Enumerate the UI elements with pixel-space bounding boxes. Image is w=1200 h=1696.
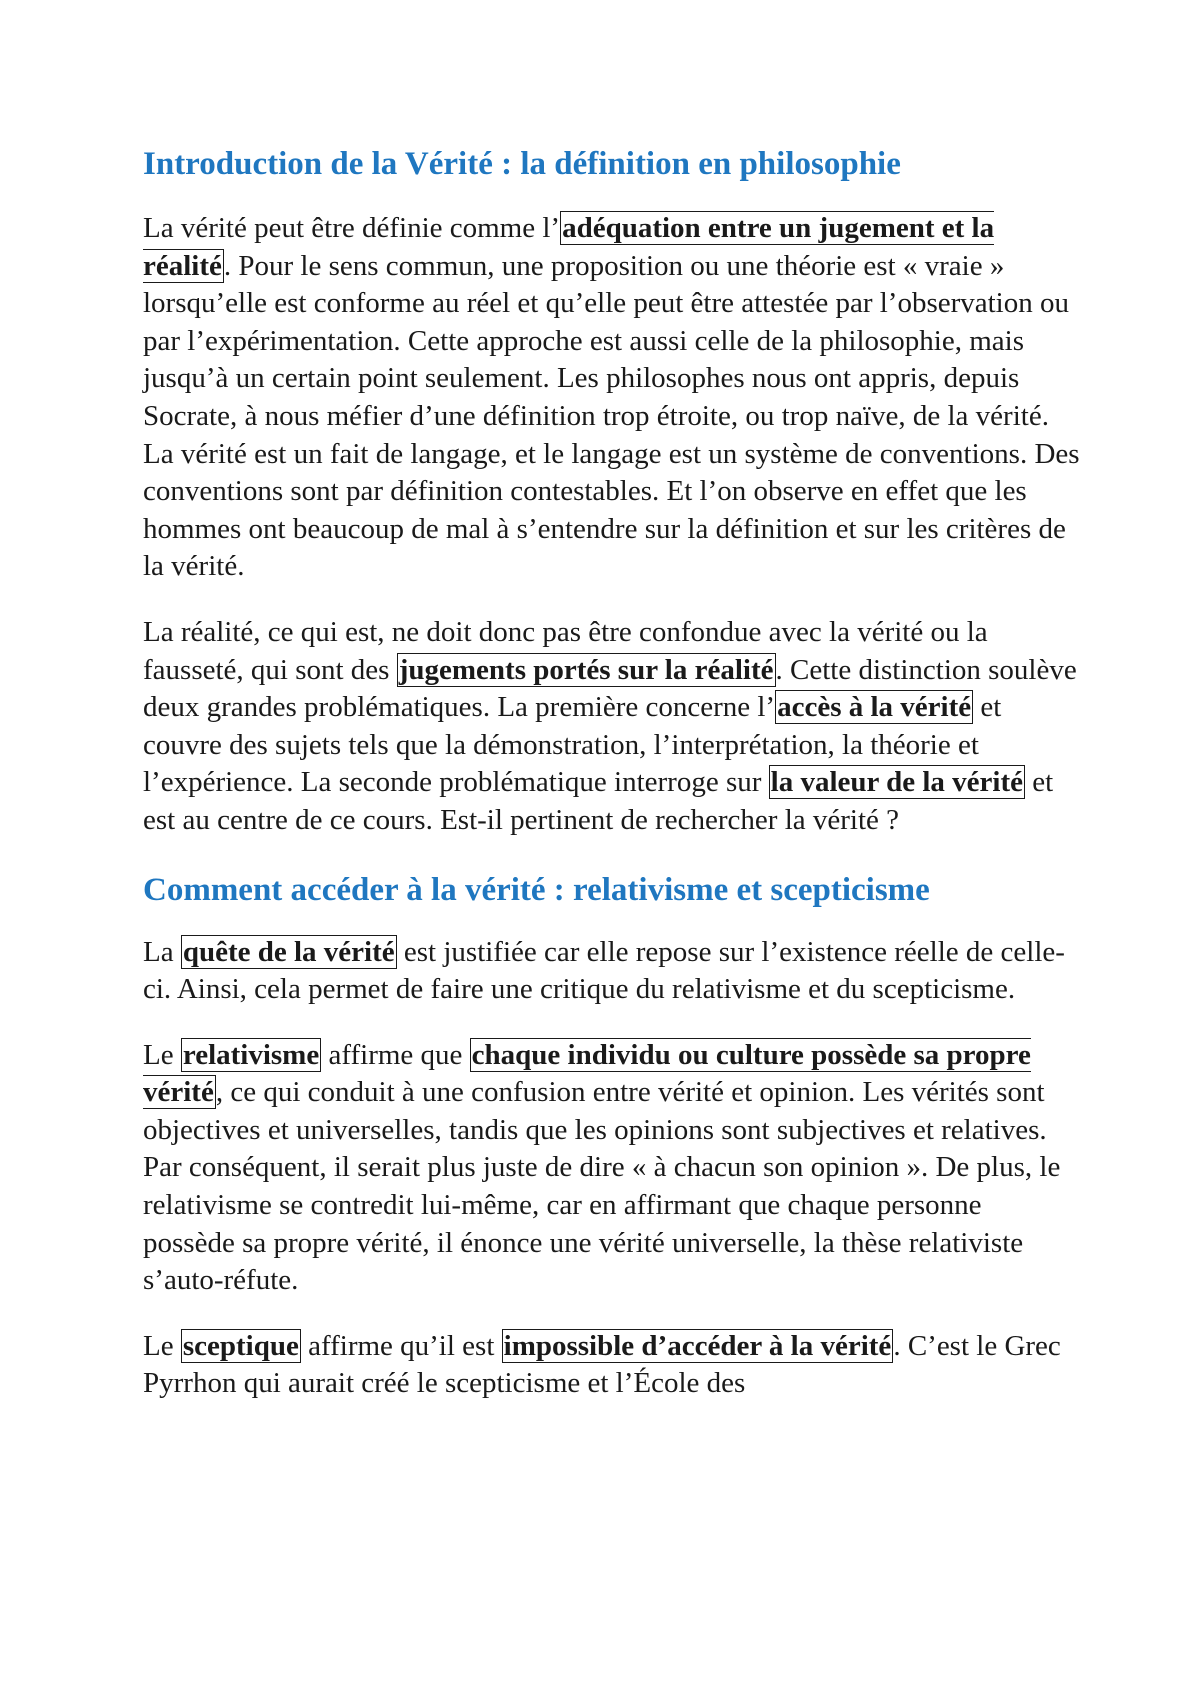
text-run: et couvre des sujets tels que la démonstration, l’interprétation, la théorie et l’expérience. La seconde problématique interroge sur bbox=[143, 691, 1002, 799]
paragraph-definition bbox=[143, 210, 1080, 586]
keyword-box: chaque individu ou culture possède sa propre vérité bbox=[143, 1038, 1031, 1109]
text-run: et est au centre de ce cours. Est-il pertinent de rechercher la vérité ? bbox=[143, 766, 1054, 836]
text-run: . Cette distinction soulève deux grandes problématiques. La première concerne l’ bbox=[143, 653, 1077, 724]
keyword-box: jugements portés sur la réalité bbox=[398, 653, 774, 686]
section-heading-acceder: Comment accéder à la vérité : relativisme et scepticisme bbox=[143, 871, 930, 908]
keyword-box: sceptique bbox=[182, 1329, 299, 1362]
text-run: , ce qui conduit à une confusion entre vérité et opinion. Les vérités sont objectives et universelles, tandis que les opinions sont subjectives et relatives. Par conséquent, il serait plus juste de dire « à chacun son opinion ». De plus, le relativisme se contredit lui-même, car en affirmant que chaque personne possède sa propre vérité, il énonce une vérité universelle, la thèse relativiste s’auto-réfute. bbox=[143, 1076, 1061, 1297]
paragraph-quete bbox=[143, 934, 1080, 1009]
text-run: affirme que bbox=[321, 1038, 470, 1071]
text-run: La bbox=[143, 935, 181, 968]
keyword-box: la valeur de la vérité bbox=[770, 766, 1023, 799]
keyword-box: impossible d’accéder à la vérité bbox=[503, 1329, 892, 1362]
keyword-box: relativisme bbox=[182, 1038, 320, 1071]
text-run: La vérité peut être définie comme l’ bbox=[143, 212, 561, 244]
text-run: La réalité, ce qui est, ne doit donc pas être confondue avec la vérité ou la fausseté, qui sont des bbox=[143, 615, 988, 686]
keyword-box: quête de la vérité bbox=[182, 935, 395, 968]
keyword-box: adéquation entre un jugement et la réalité bbox=[143, 212, 995, 282]
text-run: Le bbox=[143, 1329, 181, 1362]
paragraph-realite bbox=[143, 614, 1080, 840]
text-run: affirme qu’il est bbox=[300, 1329, 502, 1362]
paragraph-sceptique bbox=[143, 1328, 1080, 1403]
text-run: . Pour le sens commun, une proposition ou une théorie est « vraie » lorsqu’elle est conforme au réel et qu’elle peut être attestée par l’observation ou par l’expérimentation. Cette approche est aussi celle de la philosophie, mais jusqu’à un certain point seulement. Les philosophes nous ont appris, depuis Socrate, à nous méfier d’une définition trop étroite, ou trop naïve, de la vérité. La vérité est un fait de langage, et le langage est un système de conventions. Des conventions sont par définition contestables. Et l’on observe en effet que les hommes ont beaucoup de mal à s’entendre sur la définition et sur les critères de la vérité. bbox=[143, 249, 1080, 583]
paragraph-relativisme bbox=[143, 1037, 1080, 1300]
keyword-box: accès à la vérité bbox=[777, 691, 972, 724]
section-heading-introduction: Introduction de la Vérité : la définition en philosophie bbox=[143, 146, 901, 182]
text-run: est justifiée car elle repose sur l’existence réelle de celle-ci. Ainsi, cela permet de faire une critique du relativisme et du scepticisme. bbox=[143, 935, 1065, 1006]
text-run: Le bbox=[143, 1038, 181, 1071]
text-run: . C’est le Grec Pyrrhon qui aurait créé le scepticisme et l’École des bbox=[143, 1329, 1061, 1400]
